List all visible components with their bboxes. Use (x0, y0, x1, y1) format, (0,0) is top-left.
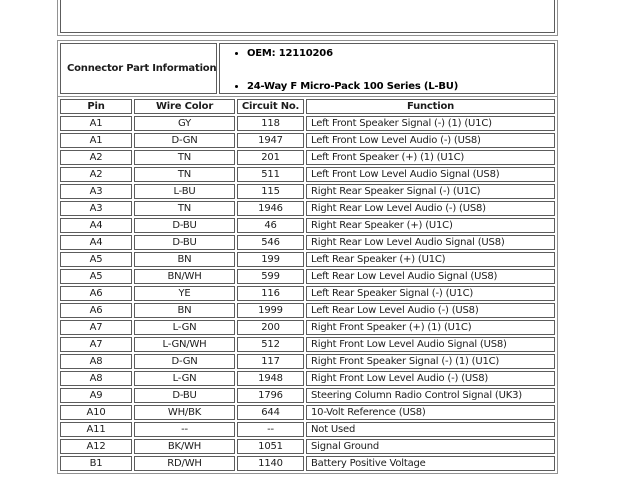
pin-cell: A5 (60, 269, 132, 284)
top-partial-empty-row (57, 0, 558, 36)
table-row (60, 252, 555, 267)
connector-info-bullet-list (220, 47, 554, 93)
table-row (60, 337, 555, 352)
table-row (60, 150, 555, 165)
table-row (60, 218, 555, 233)
function-cell: Left Front Speaker (+) (1) (U1C) (306, 150, 555, 165)
wire-color-cell: BN/WH (134, 269, 235, 284)
wire-color-cell: L-GN (134, 320, 235, 335)
pin-cell: A9 (60, 388, 132, 403)
table-row (60, 303, 555, 318)
function-cell: Right Front Speaker (+) (1) (U1C) (306, 320, 555, 335)
oem-number-item: • OEM: 12110206 (247, 47, 554, 60)
table-row (60, 439, 555, 454)
circuit-no-cell: 199 (237, 252, 304, 267)
circuit-no-cell: -- (237, 422, 304, 437)
function-cell: Left Front Speaker Signal (-) (1) (U1C) (306, 116, 555, 131)
connector-info-table (57, 40, 558, 97)
function-cell: Right Rear Low Level Audio Signal (US8) (306, 235, 555, 250)
wire-color-cell: GY (134, 116, 235, 131)
table-row (60, 235, 555, 250)
wire-color-cell: TN (134, 167, 235, 182)
function-cell: Left Rear Low Level Audio (-) (US8) (306, 303, 555, 318)
circuit-no-cell: 1948 (237, 371, 304, 386)
circuit-no-cell: 116 (237, 286, 304, 301)
function-column-header: Function (306, 99, 555, 114)
pin-cell: A1 (60, 133, 132, 148)
circuit-no-cell: 1140 (237, 456, 304, 471)
table-row (60, 456, 555, 471)
wire-color-cell: TN (134, 201, 235, 216)
function-cell: Left Rear Speaker (+) (U1C) (306, 252, 555, 267)
pin-cell: A6 (60, 286, 132, 301)
wire-color-cell: D-BU (134, 218, 235, 233)
function-cell: Left Front Low Level Audio (-) (US8) (306, 133, 555, 148)
wire-color-cell: BK/WH (134, 439, 235, 454)
connector-info-title: Connector Part Information (60, 43, 217, 94)
function-cell: Right Rear Speaker (+) (U1C) (306, 218, 555, 233)
function-cell: Steering Column Radio Control Signal (UK3) (306, 388, 555, 403)
wire-color-column-header: Wire Color (134, 99, 235, 114)
table-row (60, 371, 555, 386)
function-cell: Left Rear Speaker Signal (-) (U1C) (306, 286, 555, 301)
table-row (60, 354, 555, 369)
table-row (60, 388, 555, 403)
circuit-no-cell: 117 (237, 354, 304, 369)
pin-cell: A8 (60, 371, 132, 386)
circuit-no-cell: 599 (237, 269, 304, 284)
wire-color-cell: YE (134, 286, 235, 301)
wire-color-cell: L-BU (134, 184, 235, 199)
table-row (60, 201, 555, 216)
wire-color-cell: TN (134, 150, 235, 165)
pin-cell: A3 (60, 201, 132, 216)
table-row (60, 286, 555, 301)
pin-cell: A2 (60, 150, 132, 165)
circuit-no-cell: 200 (237, 320, 304, 335)
pin-cell: A3 (60, 184, 132, 199)
function-cell: Left Rear Low Level Audio Signal (US8) (306, 269, 555, 284)
function-cell: Not Used (306, 422, 555, 437)
wire-color-cell: L-GN/WH (134, 337, 235, 352)
pin-column-header: Pin (60, 99, 132, 114)
pin-cell: A5 (60, 252, 132, 267)
circuit-no-cell: 511 (237, 167, 304, 182)
circuit-no-cell: 1947 (237, 133, 304, 148)
connector-info-details (219, 43, 555, 94)
circuit-no-cell: 1051 (237, 439, 304, 454)
pin-cell: A11 (60, 422, 132, 437)
function-cell: Right Front Low Level Audio (-) (US8) (306, 371, 555, 386)
wire-color-cell: BN (134, 252, 235, 267)
table-row (60, 167, 555, 182)
pin-cell: A7 (60, 320, 132, 335)
function-cell: Right Rear Low Level Audio (-) (US8) (306, 201, 555, 216)
wire-color-cell: BN (134, 303, 235, 318)
table-row (60, 0, 555, 33)
circuit-no-cell: 115 (237, 184, 304, 199)
function-cell: Right Front Low Level Audio Signal (US8) (306, 337, 555, 352)
wire-color-cell: D-BU (134, 388, 235, 403)
circuit-no-cell: 1946 (237, 201, 304, 216)
circuit-no-cell: 201 (237, 150, 304, 165)
table-row (60, 269, 555, 284)
function-cell: Right Rear Speaker Signal (-) (U1C) (306, 184, 555, 199)
circuit-no-cell: 644 (237, 405, 304, 420)
circuit-no-cell: 1999 (237, 303, 304, 318)
pin-cell: A8 (60, 354, 132, 369)
circuit-no-cell: 512 (237, 337, 304, 352)
pin-cell: A4 (60, 235, 132, 250)
wire-color-cell: L-GN (134, 371, 235, 386)
wire-color-cell: WH/BK (134, 405, 235, 420)
pin-cell: A4 (60, 218, 132, 233)
table-row (60, 405, 555, 420)
function-cell: Left Front Low Level Audio Signal (US8) (306, 167, 555, 182)
table-row (60, 422, 555, 437)
wire-color-cell: -- (134, 422, 235, 437)
circuit-no-cell: 546 (237, 235, 304, 250)
pin-cell: A2 (60, 167, 132, 182)
pin-table (57, 96, 558, 474)
empty-row-cell (60, 0, 555, 33)
pin-cell: B1 (60, 456, 132, 471)
table-row (60, 133, 555, 148)
circuit-no-cell: 118 (237, 116, 304, 131)
connector-info-row (60, 43, 555, 94)
circuit-no-cell: 46 (237, 218, 304, 233)
table-row (60, 320, 555, 335)
pin-cell: A10 (60, 405, 132, 420)
wire-color-cell: D-BU (134, 235, 235, 250)
function-cell: Right Front Speaker Signal (-) (1) (U1C) (306, 354, 555, 369)
pin-cell: A6 (60, 303, 132, 318)
circuit-no-cell: 1796 (237, 388, 304, 403)
table-row (60, 116, 555, 131)
wire-color-cell: D-GN (134, 133, 235, 148)
table-row (60, 184, 555, 199)
circuit-no-column-header: Circuit No. (237, 99, 304, 114)
pin-cell: A7 (60, 337, 132, 352)
function-cell: Signal Ground (306, 439, 555, 454)
pin-cell: A1 (60, 116, 132, 131)
wire-color-cell: RD/WH (134, 456, 235, 471)
pin-table-body (60, 116, 555, 471)
function-cell: Battery Positive Voltage (306, 456, 555, 471)
function-cell: 10-Volt Reference (US8) (306, 405, 555, 420)
wire-color-cell: D-GN (134, 354, 235, 369)
connector-series-item: • 24-Way F Micro-Pack 100 Series (L-BU) (247, 80, 554, 93)
pin-table-header-row (60, 99, 555, 114)
pin-cell: A12 (60, 439, 132, 454)
